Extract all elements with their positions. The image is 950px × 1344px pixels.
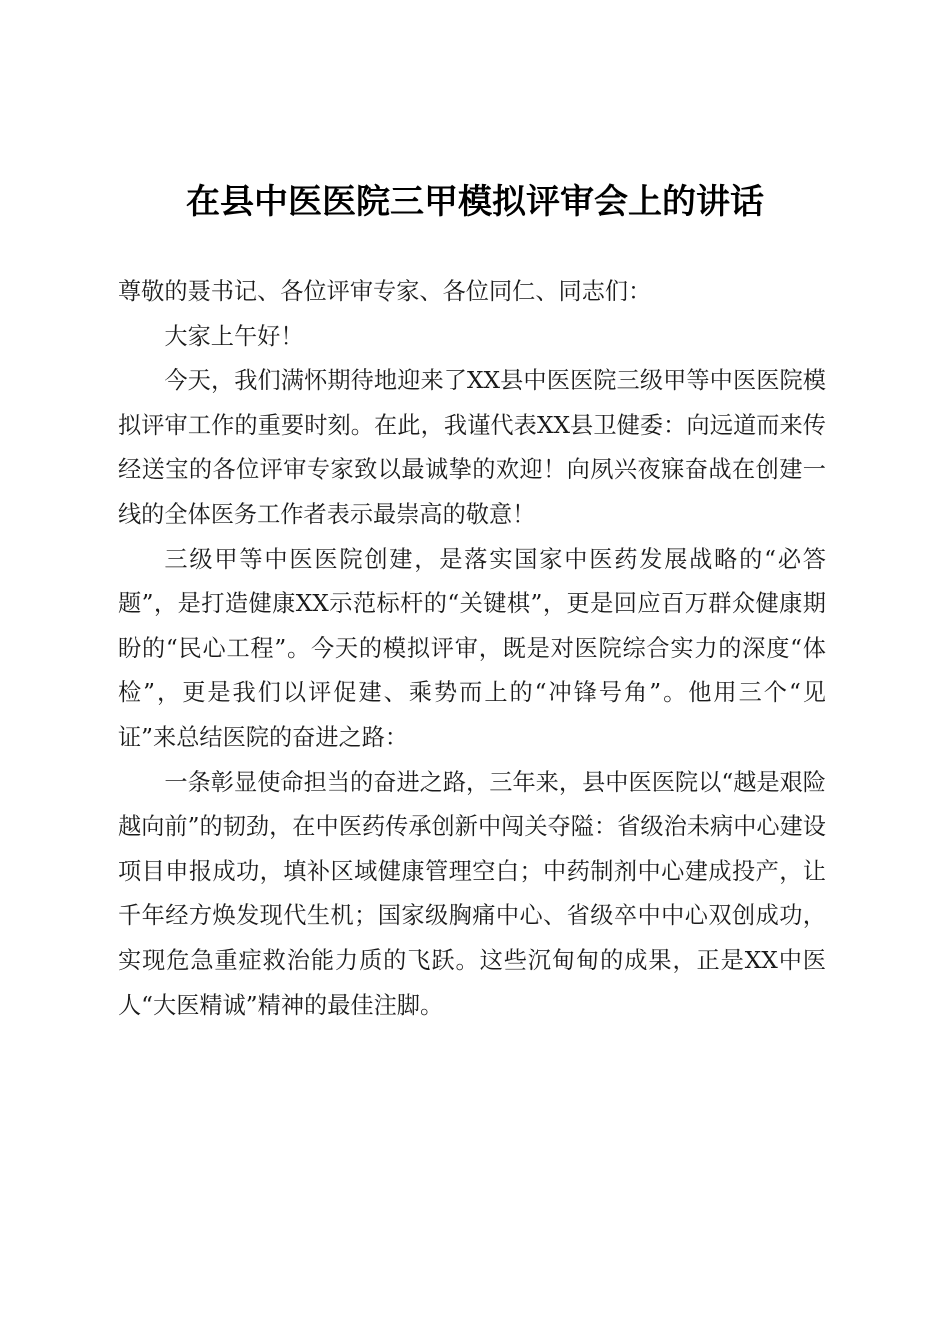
- document-title: 在县中医医院三甲模拟评审会上的讲话: [186, 182, 764, 222]
- paragraph-welcome: 今天，我们满怀期待地迎来了XX县中医医院三级甲等中医医院模拟评审工作的重要时刻。在此，我谨代表XX县卫健委：向远道而来传经送宝的各位评审专家致以最诚挚的欢迎！向夙兴夜寐奋战在创建一线的全体医务工作者表示最崇高的敬意！: [118, 367, 826, 528]
- paragraph-greeting: 大家上午好！: [164, 322, 304, 350]
- document-body: [118, 270, 826, 1028]
- salutation: 尊敬的聂书记、各位评审专家、各位同仁、同志们：: [118, 278, 652, 305]
- paragraph-significance: 三级甲等中医医院创建，是落实国家中医药发展战略的“必答题”，是打造健康XX示范标杆的“关键棋”，更是回应百万群众健康期盼的“民心工程”。今天的模拟评审，既是对医院综合实力的深度“体检”，更是我们以评促建、乘势而上的“冲锋号角”。他用三个“见证”来总结医院的奋进之路：: [118, 545, 826, 751]
- paragraph-achievements: 一条彰显使命担当的奋进之路，三年来，县中医医院以“越是艰险越向前”的韧劲，在中医药传承创新中闯关夺隘：省级治未病中心建设项目申报成功，填补区域健康管理空白；中药制剂中心建成投产，让千年经方焕发现代生机；国家级胸痛中心、省级卒中中心双创成功，实现危急重症救治能力质的飞跃。这些沉甸甸的成果，正是XX中医人“大医精诚”精神的最佳注脚。: [118, 768, 826, 1019]
